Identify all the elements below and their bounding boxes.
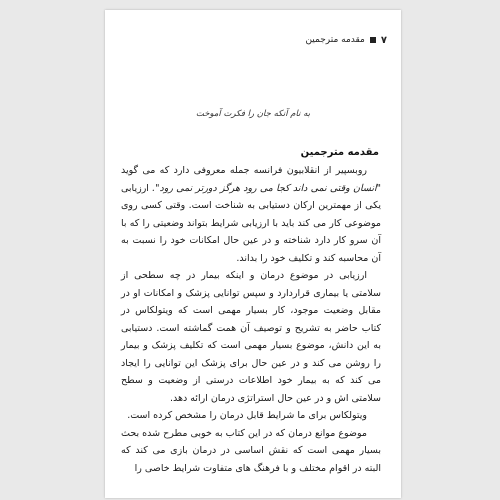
square-marker-icon	[370, 37, 376, 43]
running-title: مقدمه مترجمین	[305, 35, 365, 45]
body-text	[121, 162, 381, 477]
paragraph-4: موضوع موانع درمان که در این کتاب به خوبی مطرح شده بحث بسیار مهمی است که نقش اساسی در درمان بازی می کند که البته در اقوام مختلف و با فرهنگ های متفاوت شرایط خاصی را	[121, 427, 381, 474]
paragraph-1-intro: روبسپیر از انقلابیون فرانسه جمله معروفی دارد که می گوید	[121, 165, 367, 176]
paragraph-1-quote: "انسان وقتی نمی داند کجا می رود هرگز دورتر نمی رود".	[152, 182, 381, 194]
dedication-line: به نام آنکه جان را فکرت آموخت	[195, 109, 311, 119]
paragraph-3: ویتولکاس برای ما شرایط قابل درمان را مشخص کرده است.	[127, 410, 367, 421]
book-page	[105, 10, 401, 498]
section-heading: مقدمه مترجمین	[300, 147, 379, 158]
running-head	[129, 32, 387, 48]
page-number: ۷	[380, 34, 387, 46]
paragraph-1	[121, 162, 381, 267]
paragraph-1-rest: ارزیابی یکی از مهمترین ارکان دستیابی به شناخت است. وقتی کسی روی موضوعی کار می کند باید با ارزیابی شرایط بتواند وضعیتی را که با آن سرو کار دارد شناخته و در عین حال امکانات خود را نسبت به آن محاسبه کند و تکلیف خود را بداند.	[121, 182, 381, 264]
paragraph-2: ارزیابی در موضوع درمان و اینکه بیمار در چه سطحی از سلامتی یا بیماری قراردارد و سپس توانایی پزشک و امکانات او در مقابل وضعیت موجود، کار بسیار مهمی است که ویتولکاس در کتاب حاضر به تشریح و توصیف آن همت گماشته است. دستیابی به این دانش، موضوع بسیار مهمی است که تکلیف پزشک و بیمار را روشن می کند و در عین حال برای پزشک این توانایی را ایجاد می کند که به بیمار خود اطلاعات درستی از وضعیت و سطح سلامتی اش و در عین حال استراتژی درمان ارائه دهد.	[121, 270, 381, 404]
